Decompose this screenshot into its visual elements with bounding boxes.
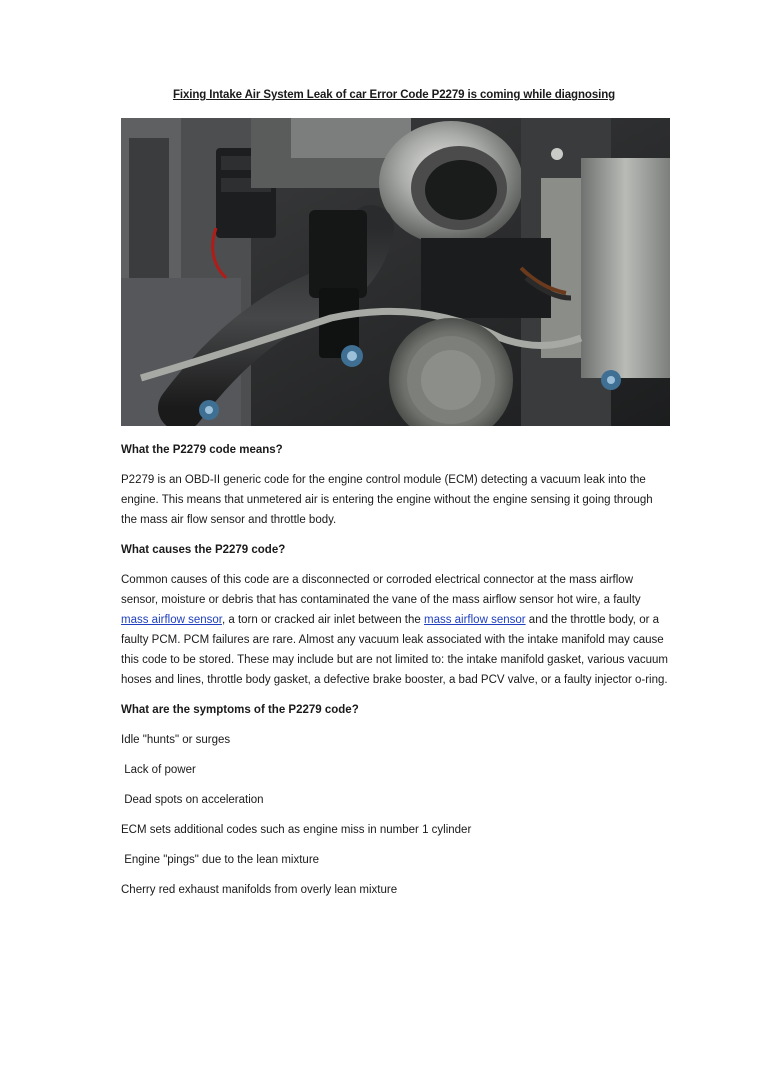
mass-airflow-sensor-link-1[interactable]: mass airflow sensor [121,614,222,626]
symptom-item: Idle "hunts" or surges [121,734,231,746]
causes-text-3: and the throttle body, or a faulty PCM. PCM failures are rare. Almost any vacuum leak associated with the intake manifold may cause this code to be stored. These may include but are not limited to: the intake manifold gasket, various vacuum hoses and lines, throttle body gasket, a defective brake booster, a bad PCV valve, or a faulty injector o-ring. [121,614,668,686]
symptoms-heading: What are the symptoms of the P2279 code? [121,704,359,716]
document-title: Fixing Intake Air System Leak of car Error Code P2279 is coming while diagnosing [172,89,616,101]
symptom-item: Cherry red exhaust manifolds from overly lean mixture [121,884,398,896]
document-body [121,440,669,910]
symptom-item: Engine "pings" due to the lean mixture [121,854,320,866]
meaning-heading: What the P2279 code means? [121,444,283,456]
mass-airflow-sensor-link-2[interactable]: mass airflow sensor [423,614,526,626]
symptom-item: Lack of power [121,764,196,776]
causes-paragraph [121,570,669,690]
symptom-item: ECM sets additional codes such as engine miss in number 1 cylinder [121,824,472,836]
engine-bay-photo [121,118,670,426]
causes-text-1: Common causes of this code are a disconnected or corroded electrical connector at the mass airflow sensor, moisture or debris that has contaminated the vane of the mass airflow sensor hot wire, a faulty [121,574,641,606]
causes-heading: What causes the P2279 code? [121,544,286,556]
symptom-item: Dead spots on acceleration [121,794,264,806]
causes-text-2: , a torn or cracked air inlet between the [221,614,424,626]
meaning-paragraph: P2279 is an OBD-II generic code for the engine control module (ECM) detecting a vacuum leak into the engine. This means that unmetered air is entering the engine without the engine sensing it going through the mass air flow sensor and throttle body. [121,474,653,526]
